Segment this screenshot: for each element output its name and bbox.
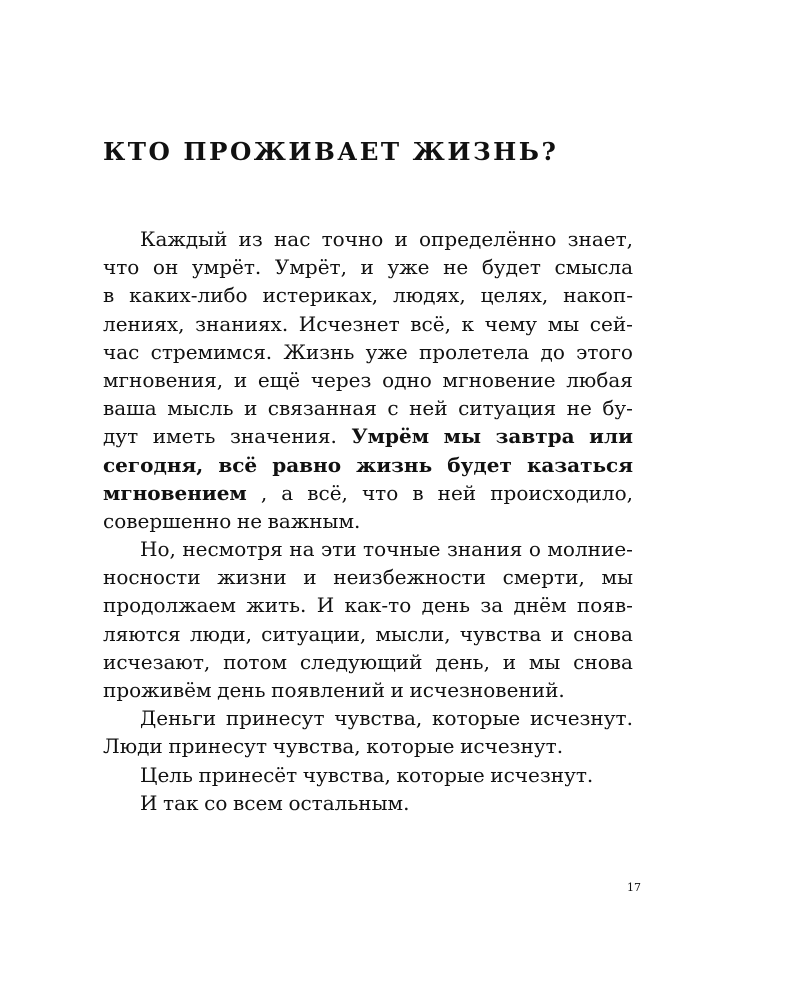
word: ещё (257, 367, 301, 392)
word: определённо (419, 227, 557, 251)
word: что (361, 480, 399, 505)
text-line (103, 225, 633, 253)
bold-word: или (589, 424, 633, 449)
word: одно (382, 367, 432, 392)
word: что (103, 255, 140, 280)
word: смерти, (502, 565, 585, 590)
word: истериках, (262, 283, 379, 308)
word: он (152, 255, 179, 280)
word: до (540, 339, 565, 364)
bold-word: сегодня, (103, 452, 204, 477)
word: и (390, 678, 404, 702)
bold-word: равно (272, 452, 342, 477)
word: в (412, 480, 424, 505)
word: чувства, (302, 762, 391, 787)
word: чувства, (334, 706, 423, 731)
word: не (443, 255, 469, 280)
word: лениях, (103, 311, 185, 336)
word: снова (573, 649, 633, 674)
word: исчезновений. (409, 678, 565, 702)
word: следующий (299, 649, 423, 674)
text-line (103, 620, 633, 648)
word: мысли, (375, 621, 451, 646)
text-line (103, 591, 633, 619)
word: всем (232, 790, 283, 815)
word: чувства (459, 621, 542, 646)
word: потом (223, 649, 288, 674)
text-line (103, 761, 633, 789)
word: Жизнь (283, 339, 355, 364)
word: знания (446, 537, 523, 562)
text-line (103, 704, 633, 732)
word: уже (387, 255, 430, 280)
word: стремимся. (150, 339, 273, 364)
bold-word: Умрём (351, 424, 430, 449)
word: день (217, 678, 266, 702)
word: и (502, 649, 517, 674)
word: всё, (410, 311, 451, 336)
word: на (289, 537, 315, 562)
word: остальным. (288, 790, 410, 815)
word: ваша (103, 396, 157, 421)
page-number: 17 (627, 881, 641, 894)
chapter-title: КТО ПРОЖИВАЕТ ЖИЗНЬ? (103, 137, 559, 166)
word: целях, (480, 283, 549, 308)
word: совершенно (103, 508, 232, 533)
bold-word: казаться (526, 452, 633, 477)
word: о (528, 537, 541, 562)
word: не (236, 508, 263, 533)
word: дут (103, 424, 139, 449)
text-line (103, 394, 633, 422)
word: исчезнут. (529, 706, 633, 731)
word: принесут (225, 706, 325, 731)
text-line (103, 366, 633, 394)
word: точные (363, 537, 441, 562)
word: накоп- (563, 283, 633, 308)
word: нас (273, 227, 311, 251)
text-line (103, 451, 633, 479)
word: любая (566, 367, 633, 392)
word: чему (484, 311, 538, 336)
word: Исчезнет (298, 311, 400, 336)
text-line (103, 789, 633, 817)
word: которые (396, 762, 485, 787)
word: снова (573, 621, 633, 646)
word: с (387, 396, 399, 421)
word: неизбежности (333, 565, 486, 590)
word: час (103, 339, 140, 364)
word: люди, (189, 621, 252, 646)
word: ситуация (458, 396, 557, 421)
word: ляются (103, 621, 181, 646)
bold-word: будет (447, 452, 512, 477)
word: в (103, 283, 115, 308)
word: мы (601, 565, 633, 590)
bold-word: жизнь (356, 452, 433, 477)
word: которые (432, 706, 521, 731)
word: мгновение (442, 367, 556, 392)
word: знаниях. (195, 311, 289, 336)
word: к (461, 311, 475, 336)
word: Каждый (140, 227, 228, 251)
word: бу- (602, 396, 633, 421)
word: мы (528, 649, 561, 674)
word: молние- (547, 537, 633, 562)
word: принесёт (198, 762, 298, 787)
word: жизни (217, 565, 287, 590)
word: смысла (554, 255, 633, 280)
word: всё, (307, 480, 348, 505)
word: И (140, 790, 158, 815)
bold-word: мгновением (103, 480, 247, 505)
word: ситуации, (261, 621, 367, 646)
word: появлений (271, 678, 385, 702)
word: исчезнут. (460, 734, 564, 759)
word: мы (547, 311, 580, 336)
word: со (204, 790, 228, 815)
word: уже (365, 339, 408, 364)
word: иметь (152, 424, 216, 449)
word: этого (576, 339, 633, 364)
word: важным. (267, 508, 361, 533)
word: знает, (567, 227, 633, 251)
word: Люди (103, 734, 163, 759)
word: и (233, 367, 248, 392)
word: значения. (229, 424, 337, 449)
word: день (421, 593, 470, 618)
word: сей- (589, 311, 633, 336)
word: как-то (344, 593, 412, 618)
text-line (103, 422, 633, 450)
bold-word: всё (218, 452, 258, 477)
word: мгновения, (103, 367, 224, 392)
word: и (303, 565, 317, 590)
word: , (260, 480, 268, 505)
text-line (103, 563, 633, 591)
word: через (310, 367, 372, 392)
word: и (360, 255, 374, 280)
word: мысль (167, 396, 234, 421)
word: И (316, 593, 335, 618)
text-line (103, 732, 633, 760)
word: ней (409, 396, 448, 421)
text-line (103, 479, 633, 507)
word: людях, (392, 283, 466, 308)
word: проживём (103, 678, 212, 702)
word: будет (481, 255, 541, 280)
word: исчезнут. (490, 762, 594, 787)
word: день, (435, 649, 490, 674)
text-line (103, 253, 633, 281)
word: за (480, 593, 504, 618)
text-line (103, 281, 633, 309)
word: ней (437, 480, 477, 505)
word: не (566, 396, 592, 421)
text-line (103, 648, 633, 676)
word: днём (513, 593, 567, 618)
word: Но, (140, 537, 176, 562)
word: эти (320, 537, 357, 562)
word: жить. (246, 593, 307, 618)
word: исчезают, (103, 649, 211, 674)
word: которые (366, 734, 455, 759)
word: каких-либо (129, 283, 248, 308)
word: Деньги (140, 706, 217, 731)
word: умрёт. (191, 255, 262, 280)
text-line (103, 338, 633, 366)
bold-word: завтра (495, 424, 575, 449)
word: чувства, (272, 734, 361, 759)
word: точно (321, 227, 384, 251)
text-line (103, 507, 633, 535)
text-line (103, 310, 633, 338)
word: несмотря (182, 537, 283, 562)
text-line (103, 676, 633, 704)
word: происходило, (490, 480, 633, 505)
word: и (550, 621, 564, 646)
word: из (238, 227, 263, 251)
word: пролетела (418, 339, 530, 364)
word: принесут (168, 734, 268, 759)
word: так (163, 790, 199, 815)
word: и (394, 227, 408, 251)
text-line (103, 535, 633, 563)
word: связанная (267, 396, 377, 421)
word: Умрёт, (274, 255, 347, 280)
body-text (103, 225, 633, 817)
word: Цель (140, 762, 193, 787)
bold-word: мы (443, 424, 482, 449)
word: появ- (576, 593, 633, 618)
word: продолжаем (103, 593, 236, 618)
word: носности (103, 565, 201, 590)
word: и (243, 396, 258, 421)
word: а (281, 480, 294, 505)
